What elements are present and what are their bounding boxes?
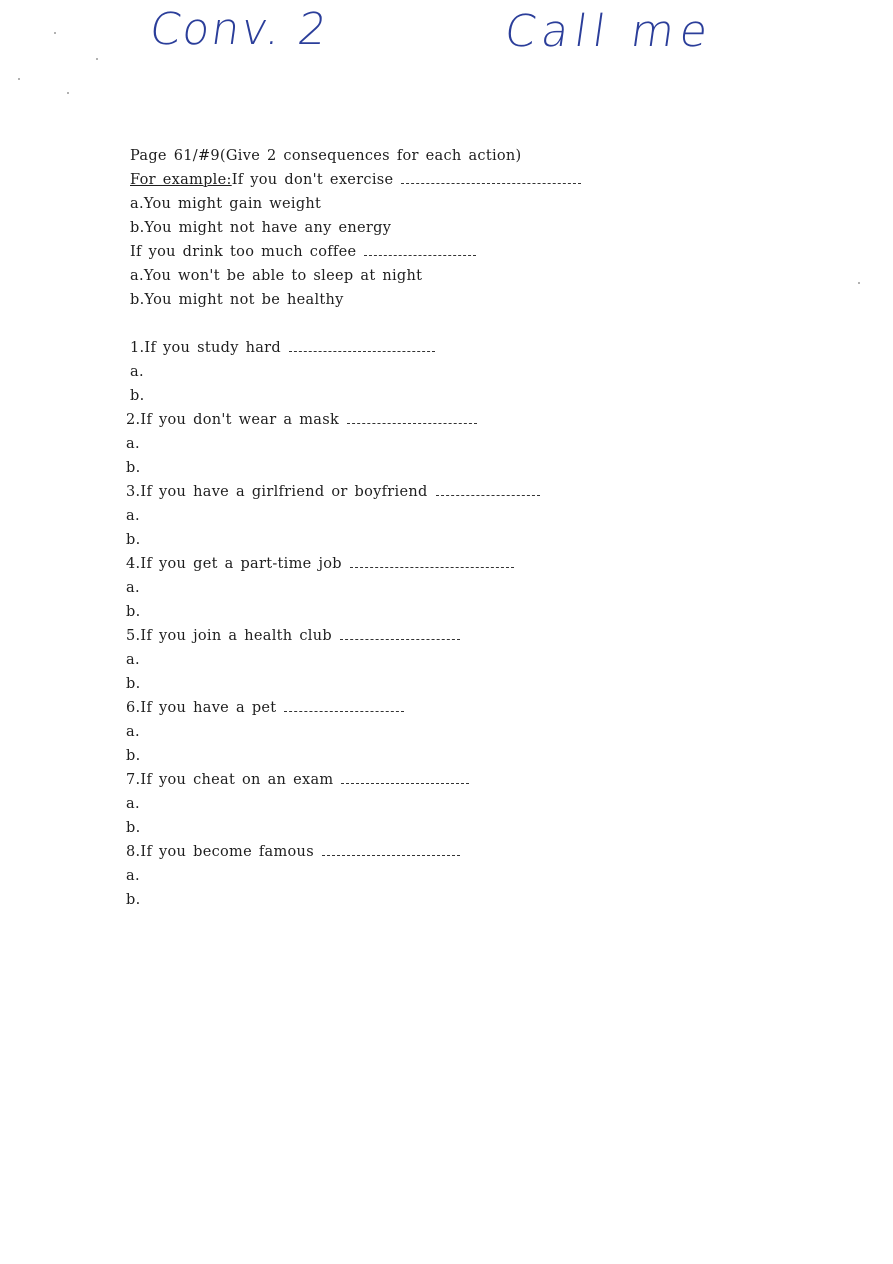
question-text: 2.If you don't wear a mask — [126, 412, 340, 428]
scan-speck — [96, 58, 98, 60]
question-row — [126, 552, 826, 576]
answer-a: a. — [126, 508, 140, 524]
question-text: 1.If you study hard — [130, 340, 281, 356]
answer-b: b. — [126, 532, 141, 548]
answer-b: b. — [126, 604, 141, 620]
example-answer-b: b.You might not have any energy — [130, 220, 392, 236]
question-row — [126, 768, 826, 792]
spacer — [126, 312, 826, 336]
answer-a: a. — [126, 796, 140, 812]
question-row — [126, 840, 826, 864]
question-text: 7.If you cheat on an exam — [126, 772, 334, 788]
answer-blank — [322, 845, 460, 856]
question-text: 5.If you join a health club — [126, 628, 332, 644]
answer-b: b. — [126, 460, 141, 476]
answer-blank — [401, 173, 581, 184]
question-text: 3.If you have a girlfriend or boyfriend — [126, 484, 428, 500]
example-answer-b-2: b.You might not be healthy — [130, 292, 344, 308]
answer-b: b. — [126, 820, 141, 836]
question-text: 6.If you have a pet — [126, 700, 277, 716]
example-answer-a: a.You might gain weight — [130, 196, 322, 212]
question-row — [126, 696, 826, 720]
answer-b: b. — [130, 388, 145, 404]
example-prompt-row-2 — [126, 240, 826, 264]
answer-a: a. — [126, 868, 140, 884]
instruction: Page 61/#9(Give 2 consequences for each action) — [130, 148, 522, 164]
answer-b: b. — [126, 748, 141, 764]
scan-speck — [858, 282, 860, 284]
answer-blank — [347, 413, 477, 424]
example-label: For example: — [130, 172, 232, 188]
question-row — [126, 480, 826, 504]
answer-a: a. — [126, 580, 140, 596]
answer-blank — [284, 701, 404, 712]
answer-a: a. — [130, 364, 144, 380]
scan-speck — [18, 78, 20, 80]
example-prompt-row — [126, 168, 826, 192]
question-text: 8.If you become famous — [126, 844, 314, 860]
worksheet — [126, 144, 826, 912]
answer-a: a. — [126, 724, 140, 740]
answer-blank — [350, 557, 514, 568]
example-prompt-2: If you drink too much coffee — [130, 244, 357, 260]
handwritten-course-title: Conv. 2 — [146, 4, 332, 55]
answer-blank — [340, 629, 460, 640]
answer-a: a. — [126, 652, 140, 668]
question-text: 4.If you get a part-time job — [126, 556, 342, 572]
answer-a: a. — [126, 436, 140, 452]
answer-b: b. — [126, 892, 141, 908]
answer-blank — [289, 341, 435, 352]
scan-speck — [67, 92, 69, 94]
question-row — [126, 624, 826, 648]
question-row — [126, 336, 826, 360]
question-row — [126, 408, 826, 432]
handwritten-lesson-title: Call me — [501, 6, 717, 57]
answer-b: b. — [126, 676, 141, 692]
example-prompt: If you don't exercise — [231, 172, 394, 188]
answer-blank — [436, 485, 540, 496]
example-answer-a-2: a.You won't be able to sleep at night — [130, 268, 423, 284]
answer-blank — [364, 245, 476, 256]
scan-speck — [54, 32, 56, 34]
answer-blank — [341, 773, 469, 784]
